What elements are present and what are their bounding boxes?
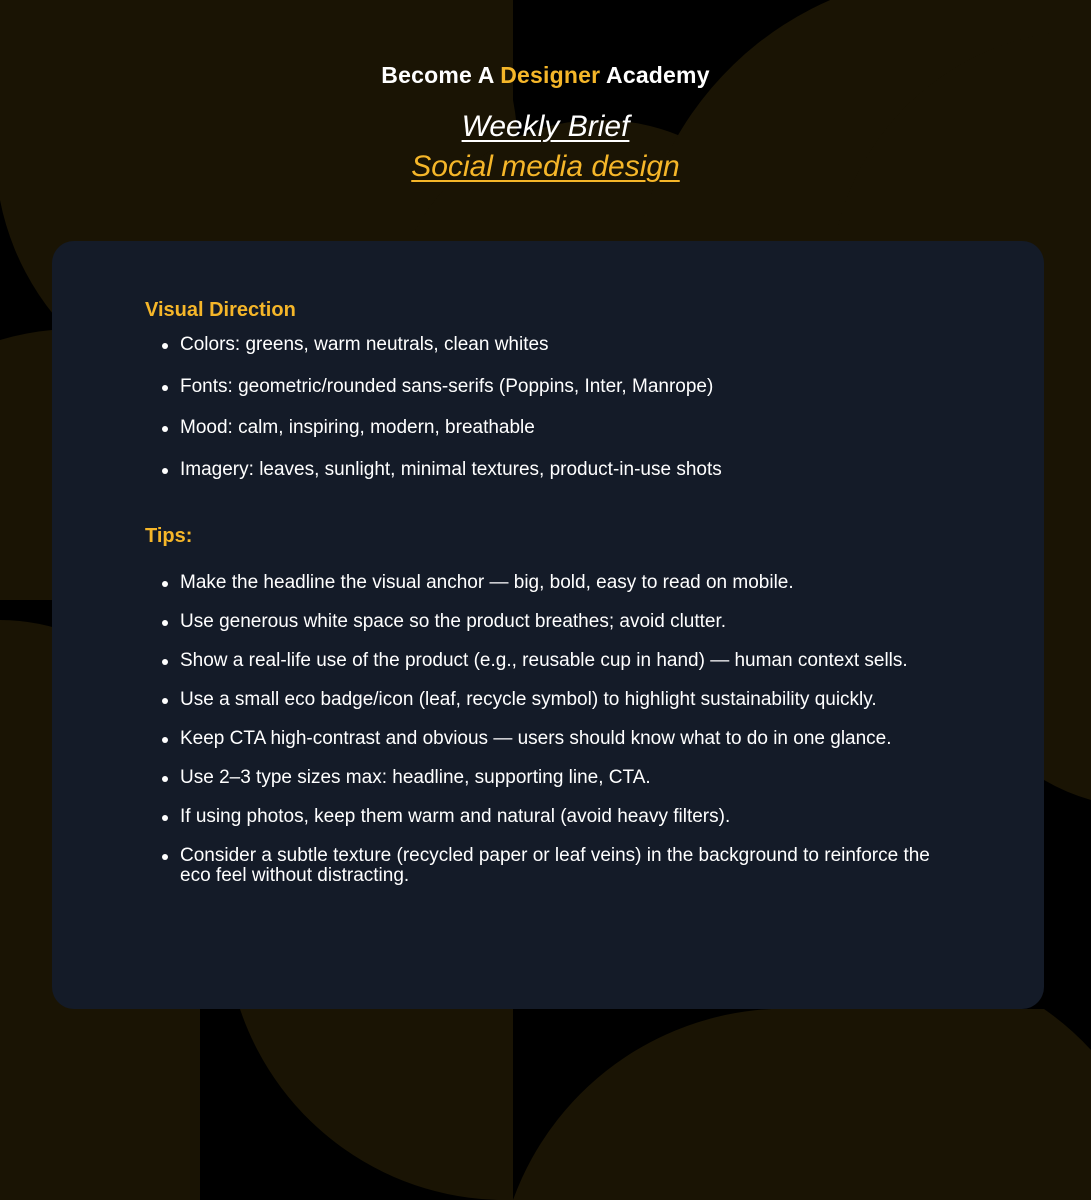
list-item: Imagery: leaves, sunlight, minimal textures, product-in-use shots bbox=[160, 460, 722, 480]
visual-direction-heading: Visual Direction bbox=[145, 299, 296, 321]
list-item: Use a small eco badge/icon (leaf, recycle symbol) to highlight sustainability quickly. bbox=[160, 690, 960, 710]
list-item: Show a real-life use of the product (e.g., reusable cup in hand) — human context sells. bbox=[160, 651, 960, 671]
brief-title: Weekly Brief bbox=[461, 110, 630, 143]
academy-title bbox=[0, 62, 1091, 89]
brief-card bbox=[52, 241, 1044, 1009]
brief-subtitle: Social media design bbox=[411, 150, 680, 183]
list-item: Use 2–3 type sizes max: headline, supporting line, CTA. bbox=[160, 768, 960, 788]
tips-heading: Tips: bbox=[145, 525, 193, 547]
list-item: Mood: calm, inspiring, modern, breathable bbox=[160, 418, 722, 438]
list-item: Use generous white space so the product breathes; avoid clutter. bbox=[160, 612, 960, 632]
title-suffix: Academy bbox=[600, 62, 710, 88]
list-item: Make the headline the visual anchor — big, bold, easy to read on mobile. bbox=[160, 573, 960, 593]
list-item: Colors: greens, warm neutrals, clean whites bbox=[160, 335, 722, 355]
list-item: Keep CTA high-contrast and obvious — users should know what to do in one glance. bbox=[160, 729, 960, 749]
list-item: If using photos, keep them warm and natural (avoid heavy filters). bbox=[160, 807, 960, 827]
list-item: Fonts: geometric/rounded sans-serifs (Poppins, Inter, Manrope) bbox=[160, 377, 722, 397]
visual-direction-list bbox=[160, 335, 722, 501]
tips-list bbox=[160, 573, 960, 905]
title-prefix: Become A bbox=[381, 62, 501, 88]
list-item: Consider a subtle texture (recycled paper or leaf veins) in the background to reinforce the eco feel without distracting. bbox=[160, 846, 960, 886]
title-accent: Designer bbox=[500, 62, 601, 88]
